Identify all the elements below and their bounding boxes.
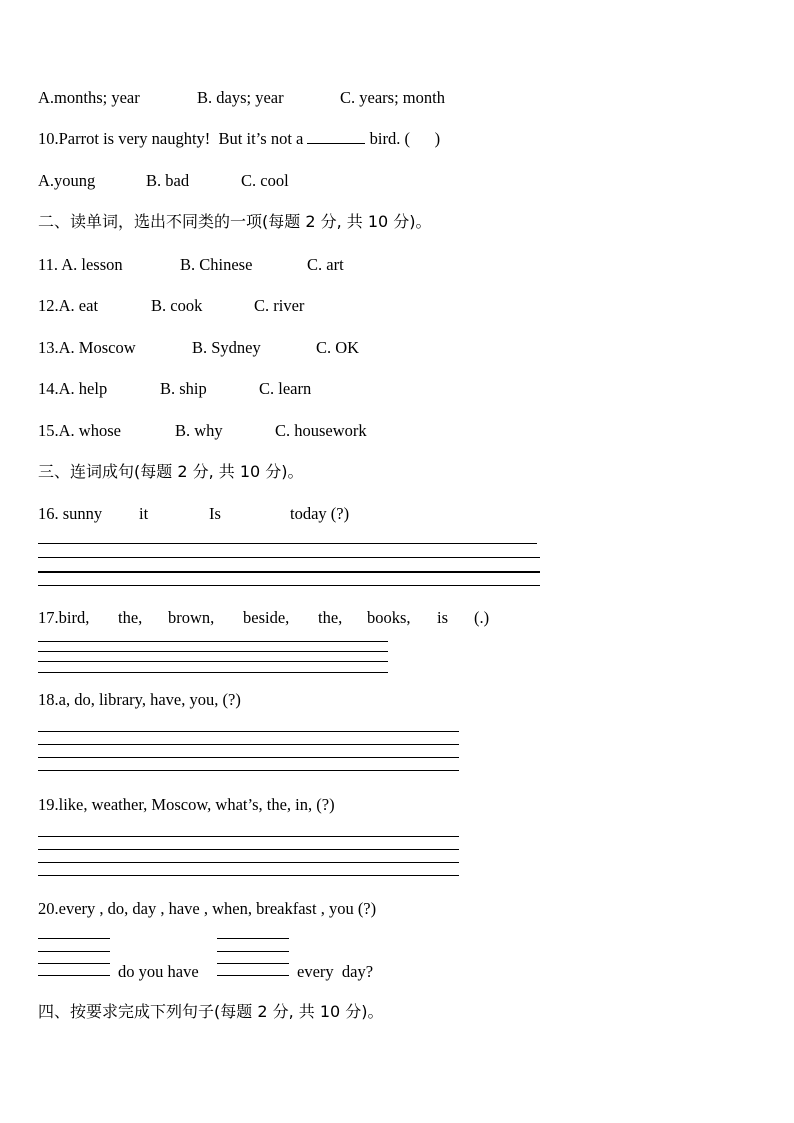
answer-line[interactable] [38, 731, 459, 732]
q10-stem-end: bird. ( ) [365, 129, 441, 148]
q15-option-c: C. housework [275, 421, 367, 440]
answer-line[interactable] [217, 951, 289, 952]
section-2-heading: 二、读单词，选出不同类的一项(每题 2 分, 共 10 分)。 [38, 212, 432, 231]
q16-word: Is [209, 504, 221, 523]
q12-option-b: B. cook [151, 296, 203, 315]
answer-line[interactable] [38, 543, 537, 544]
answer-line[interactable] [38, 557, 540, 558]
answer-line[interactable] [38, 938, 110, 939]
answer-line[interactable] [38, 641, 388, 642]
q10-option-c: C. cool [241, 171, 289, 190]
q10-option-a: A.young [38, 171, 96, 190]
q16-word: it [139, 504, 149, 523]
q12-option-c: C. river [254, 296, 305, 315]
q17-word: beside, [243, 608, 290, 627]
q13-option-b: B. Sydney [192, 338, 261, 357]
q13-option-a: 13.A. Moscow [38, 338, 136, 357]
q20-words: 20.every , do, day , have , when, breakfast , you (?) [38, 899, 377, 918]
answer-line[interactable] [38, 757, 459, 758]
q10-stem [38, 129, 440, 149]
q17-word: the, [318, 608, 343, 627]
q9-option-c: C. years; month [340, 88, 445, 107]
q9-option-a: A.months; year [38, 88, 140, 107]
q16-word: today (?) [290, 504, 350, 523]
answer-line[interactable] [217, 975, 289, 976]
q17-word: the, [118, 608, 143, 627]
q16-word: 16. sunny [38, 504, 103, 523]
answer-line[interactable] [217, 938, 289, 939]
q9-option-b: B. days; year [197, 88, 284, 107]
answer-line[interactable] [38, 661, 388, 662]
answer-line[interactable] [38, 849, 459, 850]
q14-option-b: B. ship [160, 379, 207, 398]
answer-blank[interactable] [307, 129, 365, 144]
answer-line[interactable] [38, 585, 540, 586]
answer-line[interactable] [217, 963, 289, 964]
answer-line[interactable] [38, 862, 459, 863]
answer-line[interactable] [38, 963, 110, 964]
q17-word: 17.bird, [38, 608, 90, 627]
answer-line[interactable] [38, 875, 459, 876]
q15-option-a: 15.A. whose [38, 421, 121, 440]
q15-option-b: B. why [175, 421, 223, 440]
answer-line[interactable] [38, 770, 459, 771]
q17-word: books, [367, 608, 411, 627]
q12-option-a: 12.A. eat [38, 296, 99, 315]
section-3-heading: 三、连词成句(每题 2 分, 共 10 分)。 [38, 462, 304, 481]
q17-word: is [437, 608, 449, 627]
q14-option-c: C. learn [259, 379, 312, 398]
answer-line[interactable] [38, 571, 540, 573]
q14-option-a: 14.A. help [38, 379, 108, 398]
section-4-heading: 四、按要求完成下列句子(每题 2 分, 共 10 分)。 [38, 1002, 384, 1021]
q11-option-b: B. Chinese [180, 255, 253, 274]
q11-option-a: 11. A. lesson [38, 255, 123, 274]
q11-option-c: C. art [307, 255, 344, 274]
q17-word: brown, [168, 608, 215, 627]
q13-option-c: C. OK [316, 338, 360, 357]
q20-end-text: every day? [297, 962, 374, 981]
q17-word: (.) [474, 608, 490, 627]
answer-line[interactable] [38, 836, 459, 837]
q20-middle-text: do you have [118, 962, 199, 981]
answer-line[interactable] [38, 651, 388, 652]
q10-option-b: B. bad [146, 171, 190, 190]
q19-words: 19.like, weather, Moscow, what’s, the, in, (?) [38, 795, 335, 814]
answer-line[interactable] [38, 744, 459, 745]
answer-line[interactable] [38, 951, 110, 952]
answer-line[interactable] [38, 975, 110, 976]
q18-words: 18.a, do, library, have, you, (?) [38, 690, 241, 709]
answer-line[interactable] [38, 672, 388, 673]
q10-stem-start: 10.Parrot is very naughty! But it’s not a [38, 129, 308, 148]
